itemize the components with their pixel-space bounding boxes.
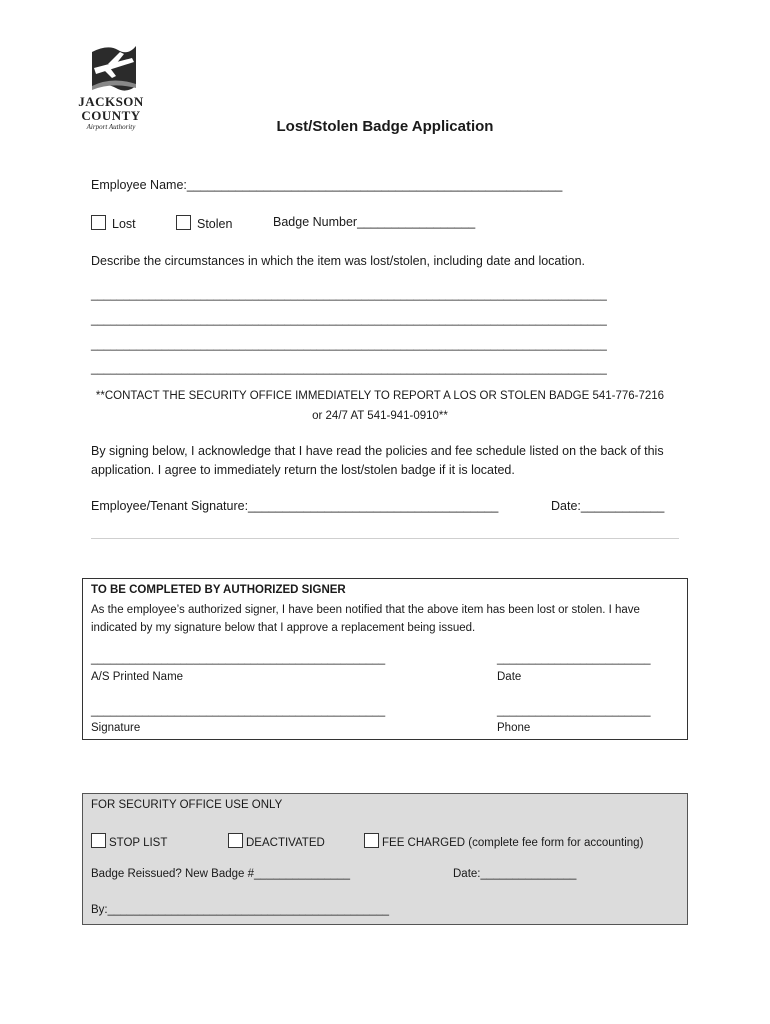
by-row: [91, 904, 389, 916]
signer-phone-field[interactable]: ________________________: [497, 705, 651, 717]
description-line-4[interactable]: ________________________________________________________________________________: [91, 362, 607, 375]
employee-date-label: Date:: [551, 499, 581, 513]
lost-label: Lost: [112, 217, 136, 231]
signer-date-label: Date: [497, 671, 522, 683]
fee-charged-checkbox[interactable]: [364, 833, 379, 848]
description-line-1[interactable]: ________________________________________________________________________________: [91, 288, 607, 301]
employee-signature-field[interactable]: ____________________________________: [248, 499, 499, 513]
logo-jackson-text: JACKSON: [78, 94, 144, 109]
by-label: By:: [91, 904, 108, 916]
description-line-2[interactable]: ________________________________________________________________________________: [91, 313, 607, 326]
security-office-heading: FOR SECURITY OFFICE USE ONLY: [91, 799, 283, 811]
stop-list-checkbox[interactable]: [91, 833, 106, 848]
badge-reissued-row: [91, 868, 350, 880]
security-office-section: [82, 793, 688, 925]
deactivated-label: DEACTIVATED: [246, 837, 325, 849]
employee-date-field[interactable]: ____________: [580, 499, 665, 513]
badge-number-row: [273, 215, 475, 229]
printed-name-field[interactable]: ______________________________________________: [91, 653, 386, 665]
stop-list-option[interactable]: [91, 833, 167, 849]
describe-prompt: Describe the circumstances in which the item was lost/stolen, including date and location.: [91, 254, 586, 268]
badge-number-field[interactable]: _________________: [357, 215, 476, 229]
logo-county-text: COUNTY: [81, 108, 141, 123]
stolen-option[interactable]: [176, 215, 232, 231]
security-contact-notice: [80, 386, 680, 426]
security-date-row: [453, 868, 576, 880]
employee-signature-row: [91, 499, 498, 513]
printed-name-label: A/S Printed Name: [91, 671, 184, 683]
notice-line-1: **CONTACT THE SECURITY OFFICE IMMEDIATELY TO REPORT A LOS OR STOLEN BADGE 541-776-7216: [95, 390, 665, 402]
new-badge-number-field[interactable]: _______________: [254, 868, 350, 880]
logo-authority-text: Airport Authority: [86, 123, 136, 131]
signer-signature-label: Signature: [91, 722, 141, 734]
employee-signature-label: Employee/Tenant Signature:: [91, 499, 249, 513]
stop-list-label: STOP LIST: [109, 837, 168, 849]
authorized-signer-section: [82, 578, 688, 740]
fee-charged-label: FEE CHARGED (complete fee form for accounting): [382, 837, 644, 849]
deactivated-option[interactable]: [228, 833, 325, 849]
acknowledgement-text: By signing below, I acknowledge that I have read the policies and fee schedule listed on the back of this application. I agree to immediately return the lost/stolen badge if it is located.: [91, 444, 664, 477]
authorized-signer-text: As the employee’s authorized signer, I have been notified that the above item has been lost or stolen. I have indicated by my signature below that I approve a replacement being issued.: [91, 604, 640, 634]
airplane-flag-icon: [78, 38, 144, 94]
badge-number-label: Badge Number: [273, 215, 358, 229]
security-date-field[interactable]: _______________: [480, 868, 577, 880]
employee-date-row: [551, 499, 664, 513]
signer-phone-label: Phone: [497, 722, 531, 734]
employee-name-label: Employee Name:: [91, 178, 187, 192]
fee-charged-option[interactable]: [364, 833, 643, 849]
stolen-label: Stolen: [197, 217, 233, 231]
deactivated-checkbox[interactable]: [228, 833, 243, 848]
page-title: Lost/Stolen Badge Application: [276, 118, 494, 135]
lost-option[interactable]: [91, 215, 136, 231]
employee-name-row: [91, 178, 562, 192]
lost-checkbox[interactable]: [91, 215, 106, 230]
employee-name-field[interactable]: ______________________________________________________: [186, 178, 563, 192]
security-date-label: Date:: [453, 868, 481, 880]
badge-reissued-label: Badge Reissued? New Badge #: [91, 868, 255, 880]
authorized-signer-heading: TO BE COMPLETED BY AUTHORIZED SIGNER: [91, 584, 346, 596]
signer-signature-field[interactable]: ______________________________________________: [91, 705, 386, 717]
stolen-checkbox[interactable]: [176, 215, 191, 230]
signer-date-field[interactable]: ________________________: [497, 653, 651, 665]
by-field[interactable]: ____________________________________________: [107, 904, 390, 916]
description-line-3[interactable]: ________________________________________________________________________________: [91, 338, 607, 351]
notice-line-2: or 24/7 AT 541-941-0910**: [312, 410, 448, 422]
section-divider: [91, 538, 679, 539]
